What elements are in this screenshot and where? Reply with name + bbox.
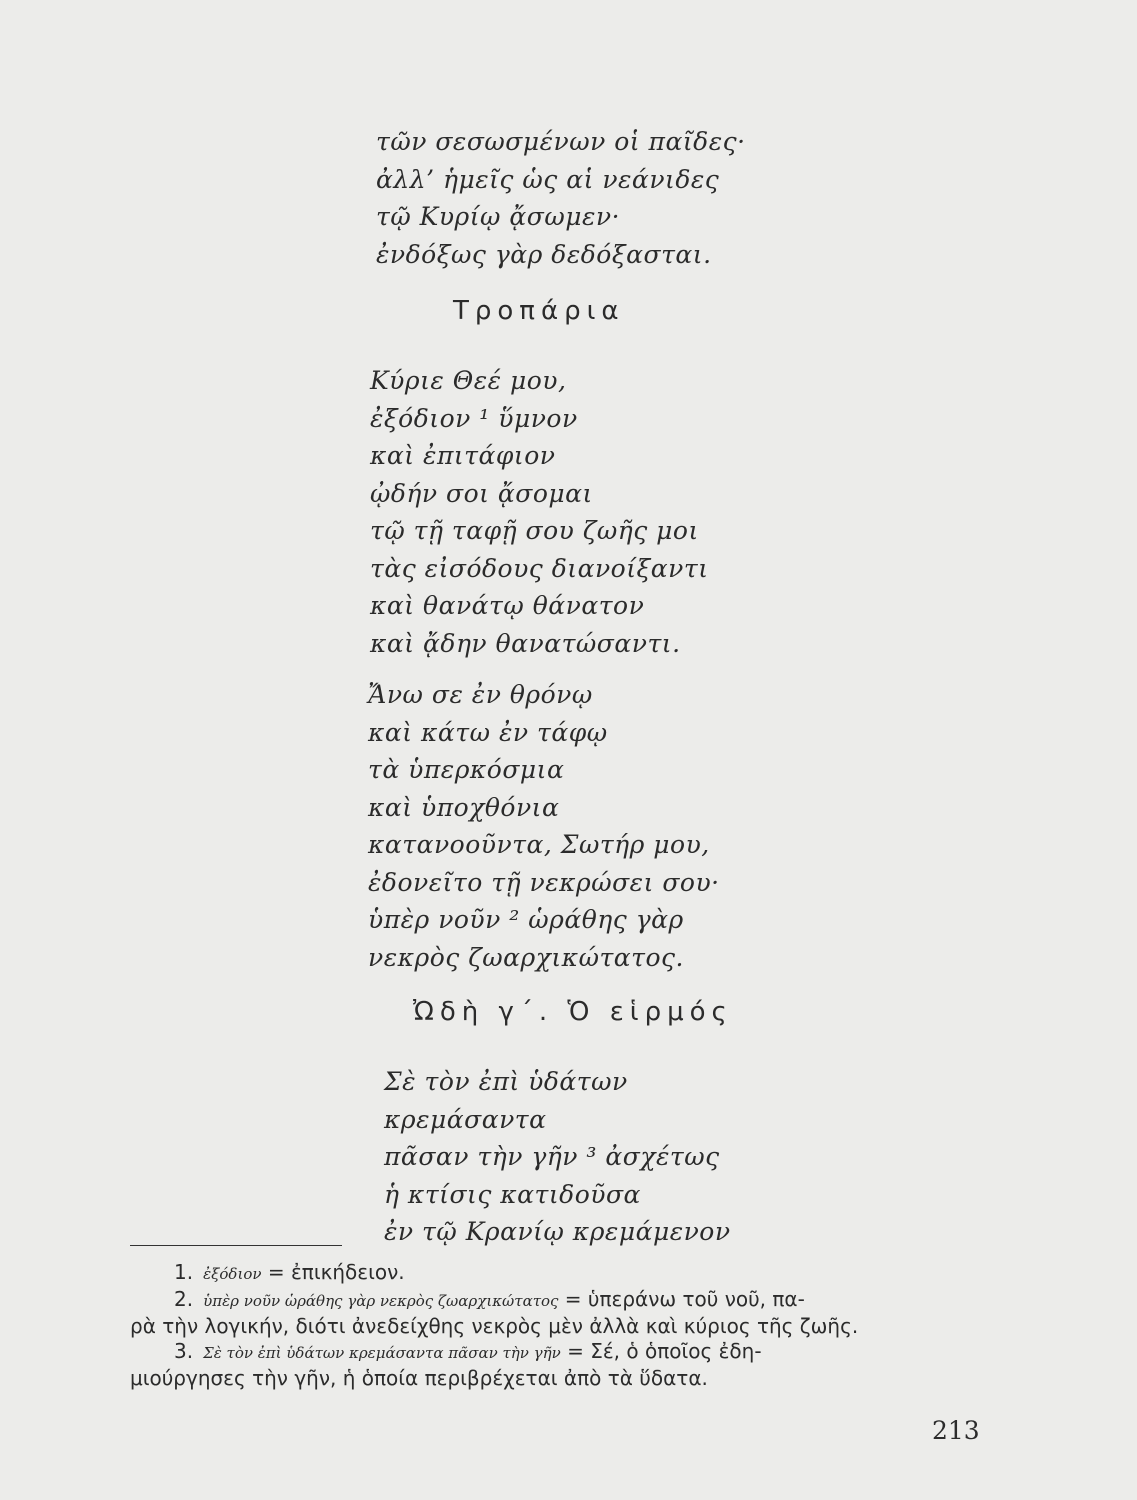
verse-line: τῷ Κυρίῳ ᾄσωμεν· bbox=[376, 202, 621, 231]
footnote-lemma: ἐξόδιον bbox=[203, 1265, 262, 1283]
verse-line: ἀλλ’ ἡμεῖς ὡς αἱ νεάνιδες bbox=[376, 164, 720, 194]
verse-line: ἐν τῷ Κρανίῳ κρεμάμενον bbox=[384, 1217, 731, 1246]
verse-line: ἐξόδιον ¹ ὕμνον bbox=[370, 403, 578, 433]
troparion-2 bbox=[368, 676, 720, 976]
verse-line: ὑπὲρ νοῦν ² ὡράθης γὰρ bbox=[368, 905, 684, 934]
verse-line: ᾠδήν σοι ᾄσομαι bbox=[370, 478, 593, 508]
verse-line: ἐδονεῖτο τῇ νεκρώσει σου· bbox=[368, 867, 720, 897]
verse-line: τὰς εἰσόδους διανοίξαντι bbox=[370, 553, 709, 583]
footnote bbox=[130, 1339, 990, 1391]
verse-line: νεκρὸς ζωαρχικώτατος. bbox=[368, 942, 684, 972]
footnotes bbox=[130, 1260, 990, 1391]
footnote-text: = ὑπεράνω τοῦ νοῦ, πα- bbox=[564, 1287, 805, 1311]
page-number: 213 bbox=[932, 1416, 980, 1445]
footnote-number: 2. bbox=[174, 1287, 194, 1311]
stanza-top bbox=[376, 123, 746, 273]
section-heading-ode: Ὠδὴ γ΄. Ὁ εἱρμός bbox=[413, 997, 733, 1027]
footnote-lemma: Σὲ τὸν ἐπὶ ὑδάτων κρεμάσαντα πᾶσαν τὴν γῆν bbox=[203, 1344, 561, 1362]
verse-line: κατανοοῦντα, Σωτήρ μου, bbox=[368, 830, 710, 859]
footnote-lemma: ὑπὲρ νοῦν ὡράθης γὰρ νεκρὸς ζωαρχικώτατος bbox=[203, 1292, 559, 1310]
footnote bbox=[130, 1260, 990, 1287]
verse-line: Σὲ τὸν ἐπὶ ὑδάτων bbox=[384, 1067, 628, 1096]
verse-line: πᾶσαν τὴν γῆν ³ ἀσχέτως bbox=[384, 1142, 720, 1171]
verse-line: καὶ ὑποχθόνια bbox=[368, 792, 560, 822]
footnote-rule bbox=[130, 1245, 342, 1246]
footnote-continuation: μιούργησες τὴν γῆν, ἡ ὁποία περιβρέχεται ἀπὸ τὰ ὕδατα. bbox=[130, 1366, 708, 1390]
footnote-text: = Σέ, ὁ ὁποῖος ἐδη- bbox=[567, 1339, 762, 1363]
verse-line: τὰ ὑπερκόσμια bbox=[368, 755, 565, 784]
footnote-number: 3. bbox=[174, 1339, 194, 1363]
footnote-number: 1. bbox=[174, 1260, 194, 1284]
verse-line: Κύριε Θεέ μου, bbox=[370, 366, 567, 395]
verse-line: καὶ ἐπιτάφιον bbox=[370, 441, 556, 470]
verse-line: ἐνδόξως γὰρ δεδόξασται. bbox=[376, 239, 712, 269]
verse-line: καὶ θανάτῳ θάνατον bbox=[370, 591, 645, 620]
troparion-1 bbox=[370, 362, 709, 662]
heirmos bbox=[384, 1063, 731, 1251]
footnote bbox=[130, 1287, 990, 1339]
verse-line: τῶν σεσωσμένων οἱ παῖδες· bbox=[376, 127, 746, 156]
footnote-continuation: ρὰ τὴν λογικήν, διότι ἀνεδείχθης νεκρὸς μὲν ἀλλὰ καὶ κύριος τῆς ζωῆς. bbox=[130, 1314, 859, 1338]
verse-line: τῷ τῇ ταφῇ σου ζωῆς μοι bbox=[370, 516, 699, 545]
section-heading-troparia: Τροπάρια bbox=[453, 296, 625, 326]
footnote-text: = ἐπικήδειον. bbox=[267, 1260, 405, 1284]
verse-line: καὶ ᾄδην θανατώσαντι. bbox=[370, 628, 681, 658]
verse-line: Ἄνω σε ἐν θρόνῳ bbox=[368, 680, 593, 709]
verse-line: καὶ κάτω ἐν τάφῳ bbox=[368, 717, 608, 747]
verse-line: ἡ κτίσις κατιδοῦσα bbox=[384, 1179, 641, 1209]
verse-line: κρεμάσαντα bbox=[384, 1104, 547, 1134]
